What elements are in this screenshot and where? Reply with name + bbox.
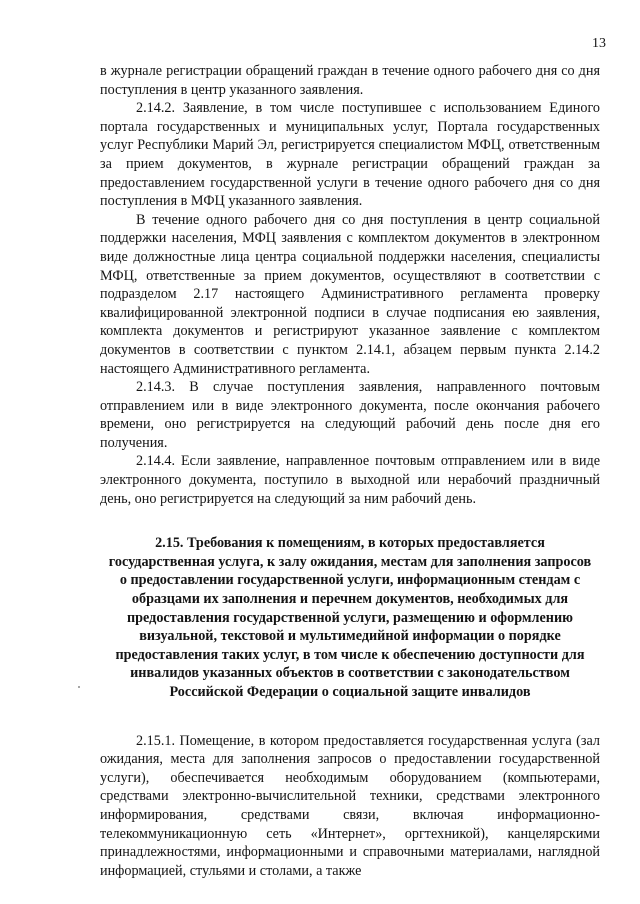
paragraph-2-14-2: 2.14.2. Заявление, в том числе поступившее с использованием Единого портала государственных и муниципальных услуг, Портала государственных услуг Республики Марий Эл, регистрируется специалистом МФЦ, ответственным за прием документов, в журнале регистрации обращений граждан за предоставлением государственной услуги в течение одного рабочего дня со дня поступления в МФЦ указанного заявления. xyxy=(100,100,600,210)
paragraph-continuation: в журнале регистрации обращений граждан в течение одного рабочего дня со дня поступления в центр указанного заявления. xyxy=(100,63,600,98)
paragraph-2-14-4: 2.14.4. Если заявление, направленное почтовым отправлением или в виде электронного документа, поступило в выходной или нерабочий праздничный день, оно регистрируется на следующий за ним рабочий день. xyxy=(100,453,600,507)
page-number: 13 xyxy=(592,36,606,51)
paragraph-2-15-1: 2.15.1. Помещение, в котором предоставляется государственная услуга (зал ожидания, места для заполнения запросов о предоставлении государственной услуги), обеспечивается необходимым оборудованием (компьютерами, средствами электронно-вычислительной техники, средствами электронного информирования, средствами связи, включая информационно-телекоммуникационную сеть «Интернет», оргтехникой), канцелярскими принадлежностями, информационными и справочными материалами, наглядной информацией, стульями и столами, а также xyxy=(100,732,600,879)
section-heading-2-15: 2.15. Требования к помещениям, в которых предоставляется государственная услуга, к залу ожидания, местам для заполнения запросов о предоставлении государственной услуги, информационным стендам с образцами их заполнения и перечнем документов, необходимых для предоставления государственной услуги, размещению и оформлению визуальной, текстовой и мультимедийной информации о порядке предоставления таких услуг, в том числе к обеспечению доступности для инвалидов указанных объектов в соответствии с законодательством Российской Федерации о социальной защите инвалидов xyxy=(108,535,592,700)
scan-artifact-dot xyxy=(78,686,80,688)
paragraph-electronic-registration: В течение одного рабочего дня со дня поступления в центр социальной поддержки населения, МФЦ заявления с комплектом документов в электронном виде должностные лица центра социальной поддержки населения, специалисты МФЦ, ответственные за прием документов, осуществляют в соответствии с подразделом 2.17 настоящего Административного регламента проверку квалифицированной электронной подписи в случае подписания ею заявления, комплекта документов и регистрируют указанное заявление с комплектом документов в соответствии с пунктом 2.14.1, абзацем первым пункта 2.14.2 настоящего Административного регламента. xyxy=(100,211,600,377)
document-body xyxy=(100,62,600,880)
paragraph-2-14-3: 2.14.3. В случае поступления заявления, направленного почтовым отправлением или в виде электронного документа, после окончания рабочего времени, оно регистрируется на следующий рабочий день после дня его получения. xyxy=(100,379,600,451)
